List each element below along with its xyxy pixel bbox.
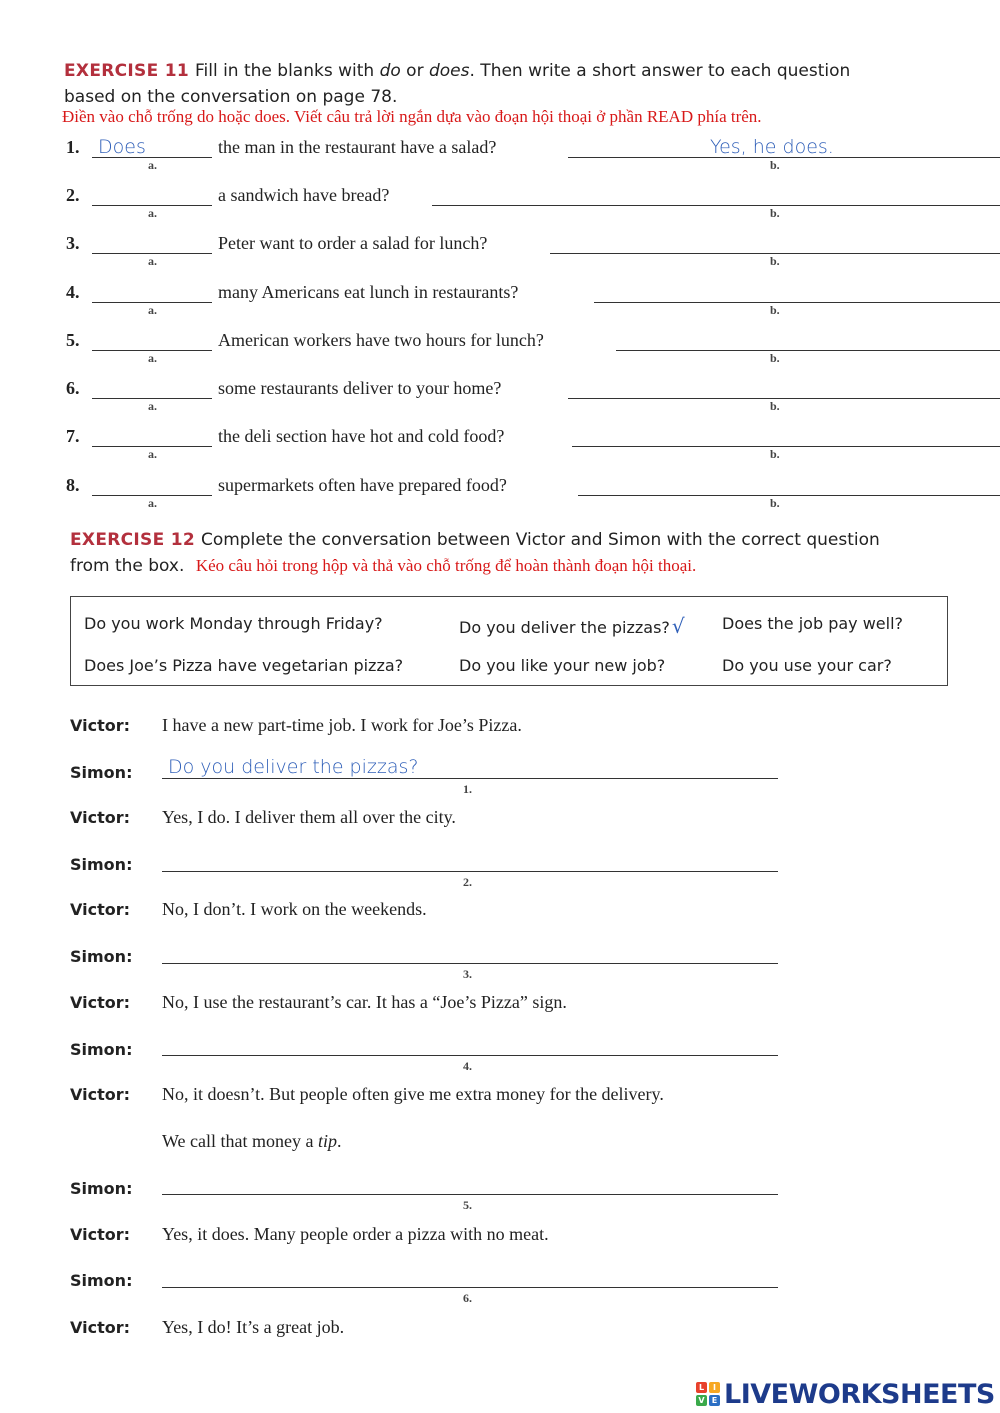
victor-line-7: Yes, I do! It’s a great job. (162, 1317, 345, 1337)
victor-line-3: No, I don’t. I work on the weekends. (162, 899, 427, 919)
question-text: some restaurants deliver to your home? (218, 378, 502, 398)
answer-a-input[interactable] (92, 232, 212, 253)
dialog-blank-2[interactable] (162, 848, 778, 872)
dialog-answer-input[interactable] (162, 940, 778, 963)
speaker-victor: Victor: (70, 993, 130, 1012)
logo-text: LIVEWORKSHEETS (724, 1378, 995, 1410)
dialog-answer-input[interactable] (162, 1264, 778, 1287)
dialog-blank-5[interactable] (162, 1171, 778, 1195)
logo-mark-icon: L I V E (696, 1382, 720, 1406)
question-number: 2. (66, 185, 80, 205)
answer-b-input[interactable] (578, 474, 1000, 495)
answer-b-input[interactable] (568, 136, 1000, 157)
box-question-1[interactable]: Do you work Monday through Friday? (84, 614, 383, 633)
speaker-simon: Simon: (70, 1040, 133, 1059)
speaker-victor: Victor: (70, 716, 130, 735)
question-row-3 (66, 232, 1000, 272)
label-b: b. (770, 158, 780, 172)
box-question-2[interactable]: Do you deliver the pizzas? √ (459, 614, 685, 638)
answer-b-input[interactable] (550, 232, 1000, 253)
blank-a[interactable] (92, 474, 212, 496)
question-number: 4. (66, 282, 80, 302)
blank-b[interactable] (568, 377, 1000, 399)
speaker-victor: Victor: (70, 1225, 130, 1244)
blank-a[interactable] (92, 281, 212, 303)
dialog-answer-input[interactable] (162, 1171, 778, 1194)
answer-b-input[interactable] (616, 329, 1000, 350)
check-mark-icon: √ (671, 614, 685, 638)
exercise-11-instructions: EXERCISE 11 Fill in the blanks with do or does. Then write a short answer to each question based on the conversation on page 78. (64, 61, 851, 107)
dialog-blank-6[interactable] (162, 1264, 778, 1288)
label-b: b. (770, 496, 780, 510)
question-number: 7. (66, 426, 80, 446)
label-a: a. (148, 206, 157, 220)
victor-line-5a: No, it doesn’t. But people often give me extra money for the delivery. (162, 1084, 664, 1104)
question-row-7 (66, 425, 1000, 465)
box-question-5[interactable]: Do you like your new job? (459, 656, 666, 675)
exercise-11-title: EXERCISE 11 (64, 61, 189, 81)
blank-number: 4. (463, 1059, 472, 1073)
question-row-8 (66, 474, 1000, 514)
blank-number: 2. (463, 875, 472, 889)
blank-number: 3. (463, 967, 472, 981)
exercise-12-instructions: EXERCISE 12 Complete the conversation between Victor and Simon with the correct question from the box. Kéo câu hỏi trong hộp và thả vào chỗ trống để hoàn thành đoạn hội thoại. (70, 530, 880, 576)
label-a: a. (148, 447, 157, 461)
question-row-2 (66, 184, 1000, 224)
victor-line-6: Yes, it does. Many people order a pizza with no meat. (162, 1224, 549, 1244)
speaker-simon: Simon: (70, 855, 133, 874)
blank-number: 6. (463, 1291, 472, 1305)
label-a: a. (148, 303, 157, 317)
blank-b[interactable] (616, 329, 1000, 351)
liveworksheets-logo (696, 1376, 995, 1412)
label-a: a. (148, 158, 157, 172)
speaker-simon: Simon: (70, 1179, 133, 1198)
label-b: b. (770, 447, 780, 461)
exercise-11-vietnamese-instructions: Điền vào chỗ trống do hoặc does. Viết câu trả lời ngắn dựa vào đoạn hội thoại ở phần READ phía trên. (62, 107, 762, 126)
blank-a[interactable] (92, 136, 212, 158)
blank-b[interactable] (572, 425, 1000, 447)
box-question-6[interactable]: Do you use your car? (722, 656, 892, 675)
dialog-blank-3[interactable] (162, 940, 778, 964)
answer-b-input[interactable] (572, 425, 1000, 446)
answer-b-input[interactable] (594, 281, 1000, 302)
question-number: 5. (66, 330, 80, 350)
question-text: the deli section have hot and cold food? (218, 426, 505, 446)
exercise-12-title: EXERCISE 12 (70, 530, 195, 550)
blank-a[interactable] (92, 232, 212, 254)
blank-b[interactable] (578, 474, 1000, 496)
victor-line-4: No, I use the restaurant’s car. It has a “Joe’s Pizza” sign. (162, 992, 567, 1012)
blank-b[interactable] (594, 281, 1000, 303)
label-b: b. (770, 351, 780, 365)
question-row-6 (66, 377, 1000, 417)
speaker-victor: Victor: (70, 808, 130, 827)
question-text: the man in the restaurant have a salad? (218, 137, 497, 157)
answer-a-input[interactable] (92, 329, 212, 350)
answer-a-input[interactable] (92, 425, 212, 446)
blank-a[interactable] (92, 184, 212, 206)
blank-b[interactable] (568, 136, 1000, 158)
question-number: 8. (66, 475, 80, 495)
box-question-4[interactable]: Does Joe’s Pizza have vegetarian pizza? (84, 656, 404, 675)
label-b: b. (770, 399, 780, 413)
question-text: Peter want to order a salad for lunch? (218, 233, 488, 253)
speaker-victor: Victor: (70, 1085, 130, 1104)
label-b: b. (770, 303, 780, 317)
speaker-simon: Simon: (70, 947, 133, 966)
blank-number: 5. (463, 1198, 472, 1212)
question-box (70, 596, 948, 686)
dialog-answer-input[interactable] (162, 755, 778, 778)
label-a: a. (148, 351, 157, 365)
answer-a-input[interactable] (92, 474, 212, 495)
box-question-3[interactable]: Does the job pay well? (722, 614, 904, 633)
victor-line-1: I have a new part-time job. I work for Joe’s Pizza. (162, 715, 522, 735)
answer-b-input[interactable] (432, 184, 1000, 205)
dialog-answer-input[interactable] (162, 1032, 778, 1055)
answer-a-input[interactable] (92, 184, 212, 205)
answer-a-input[interactable] (92, 377, 212, 398)
label-a: a. (148, 496, 157, 510)
victor-line-2: Yes, I do. I deliver them all over the city. (162, 807, 456, 827)
speaker-simon: Simon: (70, 763, 133, 782)
question-row-5 (66, 329, 1000, 369)
question-row-4 (66, 281, 1000, 321)
answer-b-input[interactable] (568, 377, 1000, 398)
answer-a-input[interactable] (92, 136, 212, 157)
victor-line-5b: We call that money a tip. (162, 1131, 342, 1151)
question-text: many Americans eat lunch in restaurants? (218, 282, 519, 302)
blank-a[interactable] (92, 377, 212, 399)
label-b: b. (770, 254, 780, 268)
speaker-victor: Victor: (70, 900, 130, 919)
question-text: a sandwich have bread? (218, 185, 390, 205)
question-row-1 (66, 136, 1000, 176)
question-text: American workers have two hours for lunch? (218, 330, 544, 350)
speaker-simon: Simon: (70, 1271, 133, 1290)
blank-b[interactable] (550, 232, 1000, 254)
label-a: a. (148, 254, 157, 268)
blank-number: 1. (463, 782, 472, 796)
blank-b[interactable] (432, 184, 1000, 206)
dialog-blank-1[interactable] (162, 755, 778, 779)
question-text: supermarkets often have prepared food? (218, 475, 507, 495)
label-b: b. (770, 206, 780, 220)
speaker-victor: Victor: (70, 1318, 130, 1337)
dialog-answer-input[interactable] (162, 848, 778, 871)
question-number: 1. (66, 137, 80, 157)
label-a: a. (148, 399, 157, 413)
question-number: 3. (66, 233, 80, 253)
blank-a[interactable] (92, 425, 212, 447)
dialog-blank-4[interactable] (162, 1032, 778, 1056)
blank-a[interactable] (92, 329, 212, 351)
question-number: 6. (66, 378, 80, 398)
exercise-12-vietnamese-instructions: Kéo câu hỏi trong hộp và thả vào chỗ trống để hoàn thành đoạn hội thoại. (195, 556, 697, 575)
answer-a-input[interactable] (92, 281, 212, 302)
